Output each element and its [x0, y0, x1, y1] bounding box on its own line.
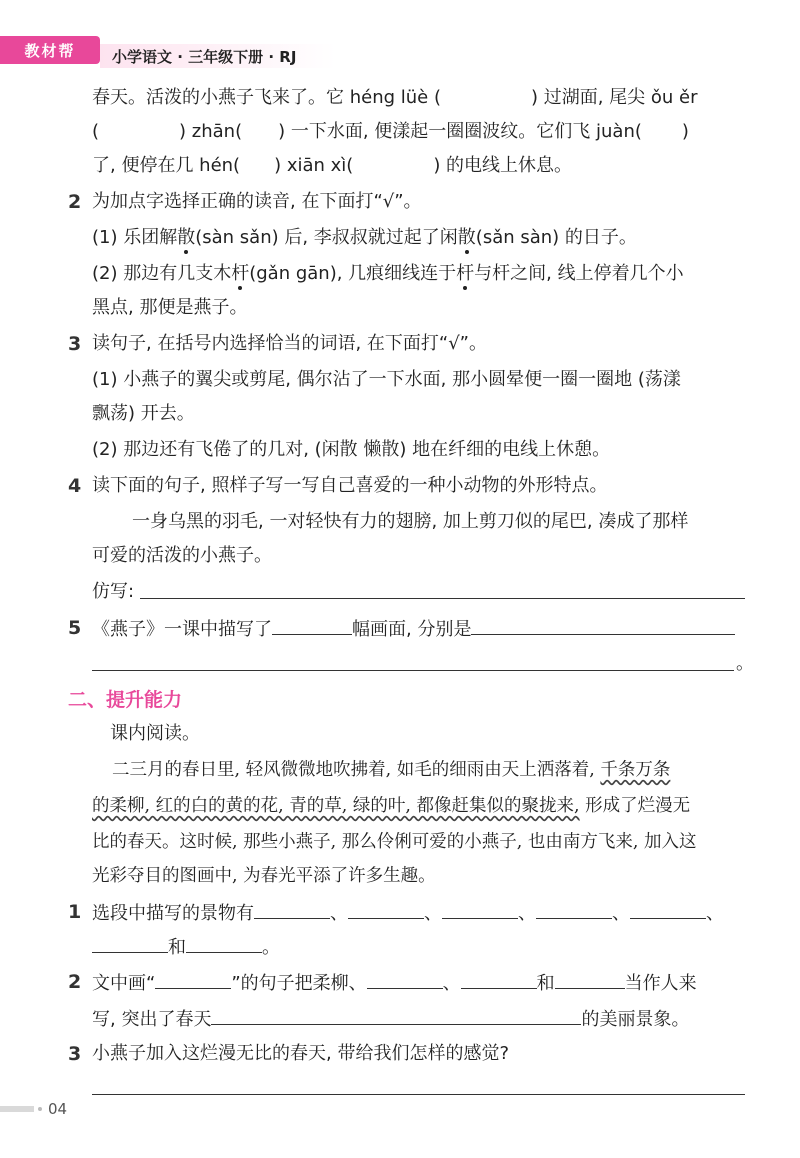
- q2-item-2-cont: 黑点, 那便是燕子。: [92, 297, 248, 318]
- r2-line-2: [92, 1006, 689, 1032]
- period: 。: [736, 653, 754, 674]
- reading-intro: 课内阅读。: [110, 723, 200, 744]
- text: (gǎn gān), 几痕细线连于: [249, 263, 457, 284]
- text: 幅画面, 分别是: [352, 619, 472, 640]
- answer-blank[interactable]: [155, 970, 231, 989]
- text: 与杆之间, 线上停着几个小: [474, 263, 684, 284]
- brand-tag: 教材帮: [0, 36, 100, 64]
- question-number: 2: [68, 191, 82, 213]
- text: 的美丽景象。: [581, 1009, 690, 1030]
- answer-blank[interactable]: [555, 970, 625, 989]
- text: (sǎn sàn) 的日子。: [475, 227, 637, 248]
- text: 写, 突出了春天: [92, 1009, 212, 1030]
- q3-item-1-cont[interactable]: 飘荡) 开去。: [92, 403, 195, 424]
- q2-item-2[interactable]: [92, 262, 684, 286]
- q3-item-2[interactable]: (2) 那边还有飞倦了的几对, (闲散 懒散) 地在纤细的电线上休憩。: [92, 439, 611, 460]
- text: 、: [518, 903, 536, 924]
- text: (: [92, 121, 100, 142]
- answer-blank[interactable]: [211, 1006, 581, 1025]
- text: 了, 便停在几 hén(: [92, 155, 241, 176]
- text: ) xiān xì(: [274, 155, 354, 176]
- q4-example-2: 可爱的活泼的小燕子。: [92, 545, 272, 566]
- question-number: 3: [68, 333, 82, 355]
- r1-line-1: [92, 900, 724, 926]
- q2-title: 为加点字选择正确的读音, 在下面打“√”。: [92, 191, 422, 212]
- q3-item-1[interactable]: (1) 小燕子的翼尖或剪尾, 偶尔沾了一下水面, 那小圆晕便一圈一圈地 (荡漾: [92, 369, 681, 390]
- text: 文中画“: [92, 973, 156, 994]
- passage-line-1: [112, 758, 670, 782]
- page-bar: [0, 1106, 34, 1112]
- answer-blank[interactable]: [348, 900, 424, 919]
- text: 和: [536, 973, 555, 994]
- answer-blank[interactable]: [461, 970, 537, 989]
- text: ) zhān(: [179, 121, 243, 142]
- dotted-char: 散: [177, 227, 196, 248]
- text: 、: [424, 903, 442, 924]
- question-number: 3: [68, 1043, 82, 1065]
- question-number: 4: [68, 475, 82, 497]
- wavy-underlined-text: 千条万条: [600, 760, 671, 780]
- text: ) 过湖面, 尾尖 ǒu ěr: [531, 87, 698, 108]
- dotted-char: 杆: [231, 263, 250, 284]
- text: 和: [168, 937, 186, 958]
- text: (1) 乐团解: [92, 227, 178, 248]
- page-dot: [38, 1107, 42, 1111]
- text: 形成了烂漫无: [579, 796, 691, 816]
- text: 、: [330, 903, 348, 924]
- q4-example-1: 一身乌黑的羽毛, 一对轻快有力的翅膀, 加上剪刀似的尾巴, 凑成了那样: [132, 511, 689, 532]
- text: 、: [612, 903, 630, 924]
- answer-line[interactable]: [92, 1094, 745, 1095]
- page-number-area: [0, 1100, 67, 1118]
- text: ) 的电线上休息。: [433, 155, 573, 176]
- section-title: 二、提升能力: [68, 689, 183, 711]
- r1-line-2: [92, 934, 280, 960]
- text: 选段中描写的景物有: [92, 903, 254, 924]
- answer-blank[interactable]: [471, 616, 735, 635]
- answer-blank[interactable]: [367, 970, 443, 989]
- answer-blank[interactable]: [272, 616, 352, 635]
- answer-line[interactable]: [92, 670, 734, 671]
- text: 二三月的春日里, 轻风微微地吹拂着, 如毛的细雨由天上洒落着,: [112, 760, 601, 780]
- answer-blank[interactable]: [536, 900, 612, 919]
- answer-line[interactable]: [140, 598, 745, 599]
- q2-item-1[interactable]: [92, 226, 637, 250]
- text: 、: [442, 973, 461, 994]
- passage-line-2: [92, 794, 690, 818]
- text: ”的句子把柔柳、: [231, 973, 367, 994]
- answer-blank[interactable]: [630, 900, 706, 919]
- answer-blank[interactable]: [254, 900, 330, 919]
- question-number: 2: [68, 971, 82, 993]
- text: ): [681, 121, 689, 142]
- answer-blank[interactable]: [186, 934, 262, 953]
- dotted-char: 散: [457, 227, 476, 248]
- passage-line-3: 比的春天。这时候, 那些小燕子, 那么伶俐可爱的小燕子, 也由南方飞来, 加入这: [92, 832, 697, 852]
- answer-blank[interactable]: [92, 934, 168, 953]
- question-number: 1: [68, 901, 82, 923]
- book-title: 小学语文 · 三年级下册 · RJ: [100, 44, 336, 68]
- text: 春天。活泼的小燕子飞来了。它 héng lüè (: [92, 87, 441, 108]
- q3-title: 读句子, 在括号内选择恰当的词语, 在下面打“√”。: [92, 333, 488, 354]
- wavy-underlined-text: 的柔柳, 红的白的黄的花, 青的草, 绿的叶, 都像赶集似的聚拢来,: [92, 796, 580, 816]
- text: (sàn sǎn) 后, 李叔叔就过起了闲: [195, 227, 458, 248]
- dotted-char: 杆: [456, 263, 475, 284]
- q4-title: 读下面的句子, 照样子写一写自己喜爱的一种小动物的外形特点。: [92, 475, 608, 496]
- fill-line-1: [92, 86, 698, 110]
- r3-question: 小燕子加入这烂漫无比的春天, 带给我们怎样的感觉?: [92, 1043, 509, 1064]
- text: 、: [706, 903, 724, 924]
- text: 《燕子》一课中描写了: [92, 619, 272, 640]
- r2-line-1: [92, 970, 697, 996]
- text: ) 一下水面, 便漾起一圈圈波纹。它们飞 juàn(: [278, 121, 642, 142]
- text: (2) 那边有几支木: [92, 263, 232, 284]
- imitate-label: 仿写:: [92, 581, 135, 602]
- q5-line: [92, 616, 735, 642]
- answer-blank[interactable]: [442, 900, 518, 919]
- fill-line-3: [92, 154, 572, 178]
- page-number: 04: [48, 1100, 68, 1118]
- text: 。: [262, 937, 280, 958]
- text: 当作人来: [624, 973, 697, 994]
- question-number: 5: [68, 617, 82, 639]
- passage-line-4: 光彩夺目的图画中, 为春光平添了许多生趣。: [92, 866, 436, 886]
- fill-line-2: [92, 120, 689, 144]
